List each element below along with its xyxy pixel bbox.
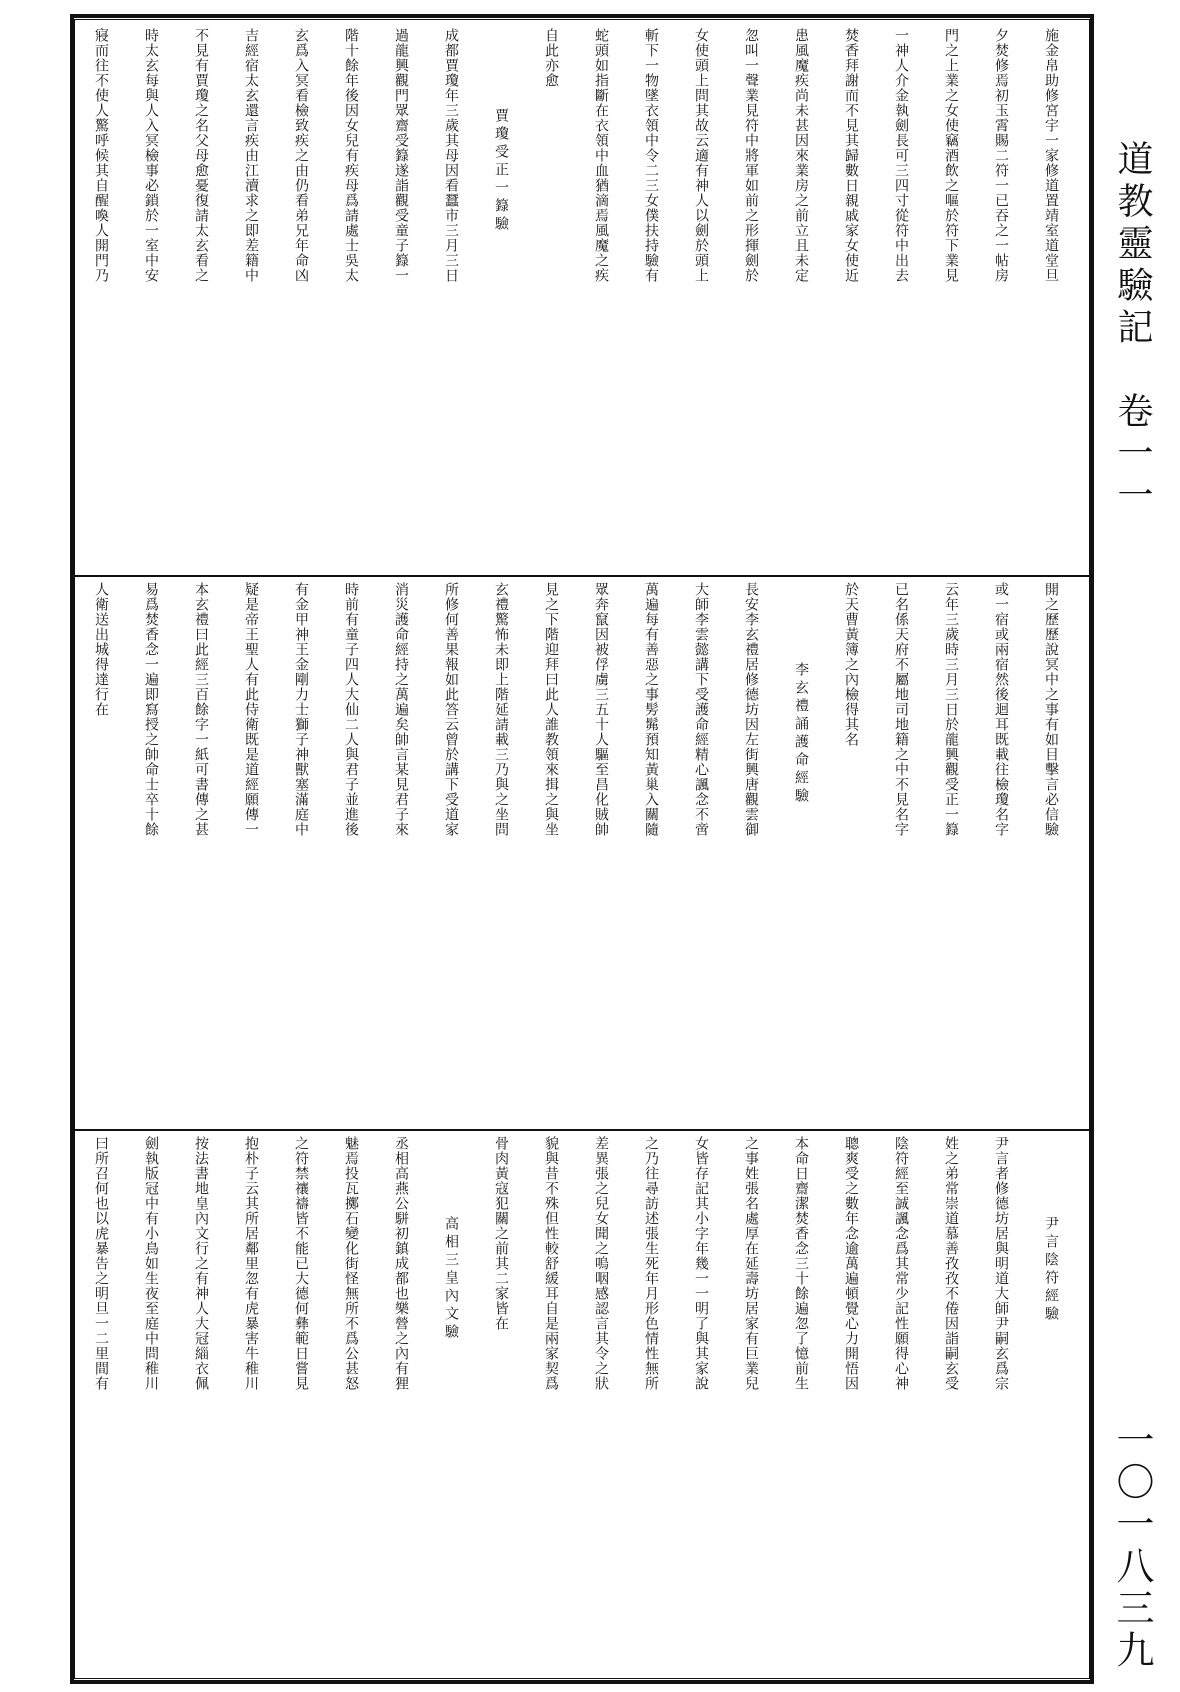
text-column: 本玄禮曰此經三百餘字一紙可書傳之甚 bbox=[193, 582, 209, 837]
text-column: 抱朴子云其所居鄰里忽有虎暴害牛稚川 bbox=[243, 1136, 259, 1391]
text-column: 易爲焚香念一遍即寫授之帥命士卒十餘 bbox=[143, 582, 159, 837]
text-column: 時太玄每與人入冥檢事必鎖於一室中安 bbox=[143, 28, 159, 283]
text-column: 本命日齋潔焚香念三十餘遍忽了憶前生 bbox=[793, 1136, 809, 1391]
text-column: 夕焚修焉初玉霄賜二符一已吞之一帖房 bbox=[993, 28, 1009, 283]
text-column: 玄爲入冥看檢致疾之由仍看弟兄年命凶 bbox=[293, 28, 309, 283]
text-column: 女使頭上問其故云適有神人以劍於頭上 bbox=[693, 28, 709, 283]
register-top bbox=[78, 28, 1084, 568]
text-column: 疑是帝王聖人有此侍衛既是道經願傳一 bbox=[243, 582, 259, 837]
text-column: 之事姓張名處厚在延壽坊居家有巨業兒 bbox=[743, 1136, 759, 1391]
register-divider-top bbox=[75, 575, 1089, 577]
text-column: 過龍興觀門眾齋受籙遂詣觀受童子籙一 bbox=[393, 28, 409, 283]
text-column: 焚香拜謝而不見其歸數日親戚家女使近 bbox=[843, 28, 859, 283]
section-heading: 李玄禮誦護命經驗 bbox=[793, 662, 809, 806]
text-column: 按法書地皇內文行之有神人大冠緇衣佩 bbox=[193, 1136, 209, 1391]
text-column: 不見有賈瓊之名父母愈憂復請太玄看之 bbox=[193, 28, 209, 283]
text-column: 差異張之兒女聞之嗚咽感認言其令之狀 bbox=[593, 1136, 609, 1391]
text-column: 陰符經至誠諷念爲其常少記性願得心神 bbox=[893, 1136, 909, 1391]
text-column: 蛇頭如指斷在衣領中血猶滴焉風魔之疾 bbox=[593, 28, 609, 283]
text-column: 忽叫一聲業見符中將軍如前之形揮劍於 bbox=[743, 28, 759, 283]
text-column: 開之歷歷說冥中之事有如目擊言必信驗 bbox=[1043, 582, 1059, 837]
text-column: 有金甲神王金剛力士獅子神獸塞滿庭中 bbox=[293, 582, 309, 837]
text-column: 所修何善果報如此答云曾於講下受道家 bbox=[443, 582, 459, 837]
running-title: 道教靈驗記 卷一一 bbox=[1112, 140, 1153, 518]
text-column: 大師李雲懿講下受護命經精心諷念不啻 bbox=[693, 582, 709, 837]
text-column: 門之上業之女使竊酒飲之嘔於符下業見 bbox=[943, 28, 959, 283]
register-columns bbox=[76, 1136, 1076, 1676]
text-column: 自此亦愈 bbox=[543, 28, 559, 88]
text-column: 成都賈瓊年三歲其母因看蠶市三月三日 bbox=[443, 28, 459, 283]
text-column: 之符禁禳禱皆不能已大德何彝範日嘗見 bbox=[293, 1136, 309, 1391]
text-column: 丞相高燕公駢初鎮成都也樂營之內有狸 bbox=[393, 1136, 409, 1391]
register-middle bbox=[78, 582, 1084, 1122]
text-column: 曰所召何也以虎暴告之明旦一二里間有 bbox=[93, 1136, 109, 1391]
register-bottom bbox=[78, 1136, 1084, 1676]
text-column: 萬遍每有善惡之事髣髴預知黃巢入關隨 bbox=[643, 582, 659, 837]
text-column: 施金帛助修宮宇一家修道置靖室道堂旦 bbox=[1043, 28, 1059, 283]
text-column: 或一宿或兩宿然後迴耳既載往檢瓊名字 bbox=[993, 582, 1009, 837]
text-column: 長安李玄禮居修德坊因左街興唐觀雲御 bbox=[743, 582, 759, 837]
text-column: 尹言者修德坊居與明道大師尹嗣玄爲宗 bbox=[993, 1136, 1009, 1391]
register-columns bbox=[76, 582, 1076, 1122]
section-heading: 高相三皇內文驗 bbox=[443, 1216, 459, 1342]
section-heading: 賈瓊受正一籙驗 bbox=[493, 108, 509, 234]
text-column: 時前有童子四人大仙二人與君子並進後 bbox=[343, 582, 359, 837]
text-column: 貌與昔不殊但性較舒緩耳自是兩家契爲 bbox=[543, 1136, 559, 1391]
text-column: 階十餘年後因女兒有疾母爲請處士吳太 bbox=[343, 28, 359, 283]
text-column: 見之下階迎拜曰此人誰教領來揖之與坐 bbox=[543, 582, 559, 837]
text-column: 骨肉黃寇犯關之前其二家皆在 bbox=[493, 1136, 509, 1331]
text-column: 玄禮驚怖未即上階延請載三乃與之坐問 bbox=[493, 582, 509, 837]
text-column: 吉經宿太玄還言疾由江瀆求之即差籍中 bbox=[243, 28, 259, 283]
text-column: 眾奔竄因被俘虜三五十人驅至昌化賊帥 bbox=[593, 582, 609, 837]
text-column: 劍執版冠中有小鳥如生夜至庭中問稚川 bbox=[143, 1136, 159, 1391]
text-column: 於天曹黃簿之內檢得其名 bbox=[843, 582, 859, 747]
text-column: 患風魔疾尚未甚因來業房之前立且未定 bbox=[793, 28, 809, 283]
page-number: 一〇一八三九 bbox=[1110, 1420, 1154, 1672]
text-column: 姓之弟常崇道慕善孜孜不倦因詣嗣玄受 bbox=[943, 1136, 959, 1391]
text-column: 一神人介金執劍長可三四寸從符中出去 bbox=[893, 28, 909, 283]
register-divider-bottom bbox=[75, 1129, 1089, 1131]
text-column: 之乃往尋訪述張生死年月形色情性無所 bbox=[643, 1136, 659, 1391]
text-column: 寢而往不使人驚呼候其自醒喚人開門乃 bbox=[93, 28, 109, 283]
section-heading: 尹言陰符經驗 bbox=[1043, 1216, 1059, 1324]
text-column: 消災護命經持之萬遍矣帥言某見君子來 bbox=[393, 582, 409, 837]
text-column: 已名係天府不屬地司地籍之中不見名字 bbox=[893, 582, 909, 837]
text-column: 女皆存記其小字年幾一一明了與其家說 bbox=[693, 1136, 709, 1391]
text-column: 斬下一物墜衣領中令二三女僕扶持驗有 bbox=[643, 28, 659, 283]
text-column: 聰爽受之數年念逾萬遍頓覺心力開悟因 bbox=[843, 1136, 859, 1391]
text-column: 人衛送出城得達行在 bbox=[93, 582, 109, 717]
text-column: 云年三歲時三月三日於龍興觀受正一籙 bbox=[943, 582, 959, 837]
register-columns bbox=[76, 28, 1076, 568]
text-column: 魅焉投瓦擲石變化街怪無所不爲公甚怒 bbox=[343, 1136, 359, 1391]
